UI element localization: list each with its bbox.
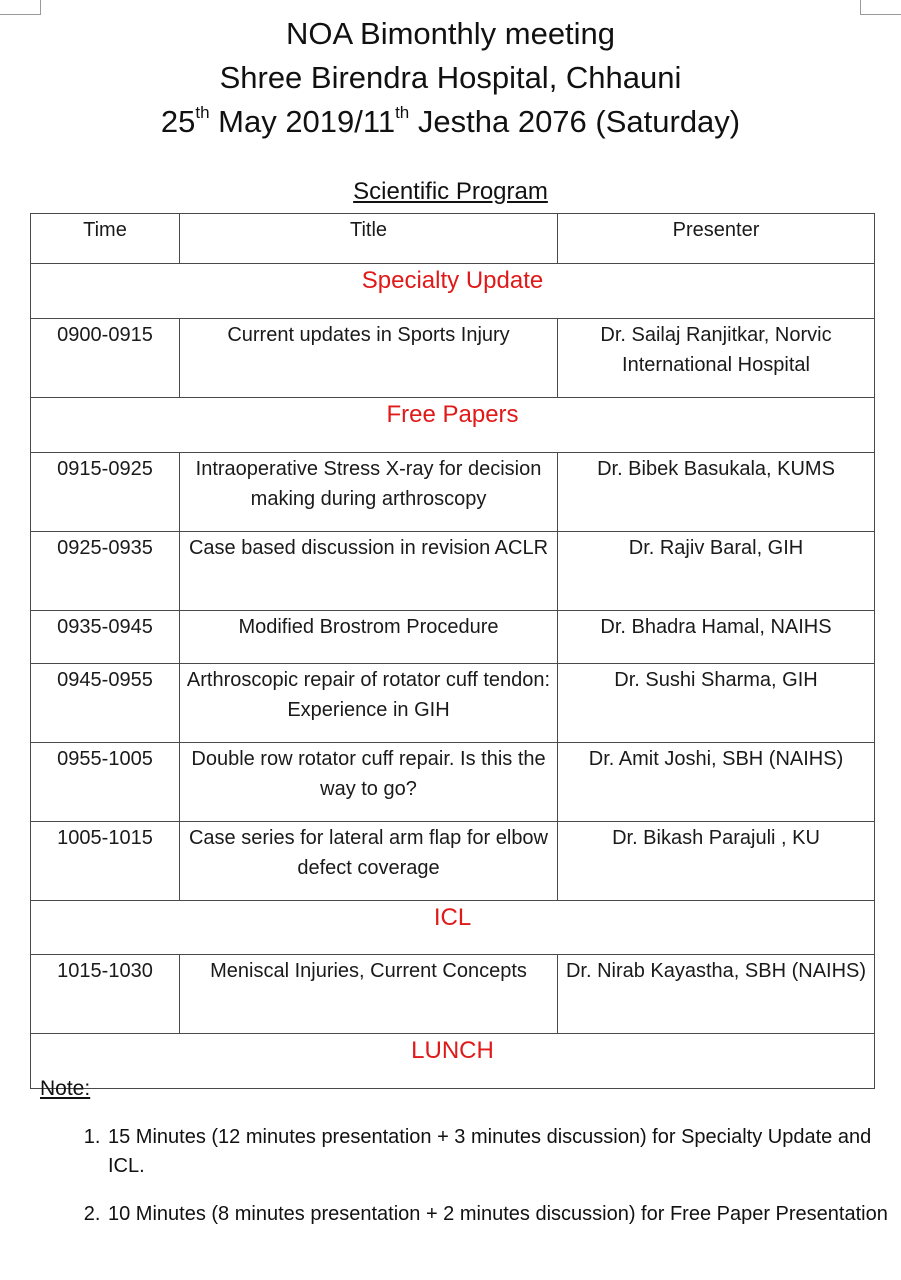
cell-time: 1015-1030 (31, 955, 180, 1034)
section-heading: Free Papers (31, 398, 875, 453)
table-header-row (31, 214, 875, 264)
section-row-free-papers (31, 398, 875, 453)
cell-title: Meniscal Injuries, Current Concepts (180, 955, 558, 1034)
cell-presenter: Dr. Rajiv Baral, GIH (558, 532, 875, 611)
table-row (31, 664, 875, 743)
cell-title: Case series for lateral arm flap for elbow defect coverage (180, 822, 558, 901)
cell-presenter: Dr. Bikash Parajuli , KU (558, 822, 875, 901)
cell-title: Modified Brostrom Procedure (180, 611, 558, 664)
cell-time: 0935-0945 (31, 611, 180, 664)
table-row (31, 822, 875, 901)
cell-time: 0945-0955 (31, 664, 180, 743)
cell-title: Current updates in Sports Injury (180, 319, 558, 398)
column-header-presenter: Presenter (558, 214, 875, 264)
cell-title: Arthroscopic repair of rotator cuff tendon: Experience in GIH (180, 664, 558, 743)
table-row (31, 453, 875, 532)
column-header-time: Time (31, 214, 180, 264)
program-title: Scientific Program (353, 178, 548, 205)
cell-time: 0925-0935 (31, 532, 180, 611)
cell-presenter: Dr. Sushi Sharma, GIH (558, 664, 875, 743)
date-nepali-rest: Jestha 2076 (Saturday) (409, 104, 741, 139)
table-row (31, 955, 875, 1034)
program-table (30, 213, 875, 1089)
document-heading (0, 12, 901, 144)
cell-title: Intraoperative Stress X-ray for decision making during arthroscopy (180, 453, 558, 532)
date-day-suffix: th (195, 103, 210, 122)
note-label: Note: (40, 1077, 91, 1100)
meeting-title: NOA Bimonthly meeting (285, 16, 616, 51)
venue: Shree Birendra Hospital, Chhauni (219, 60, 682, 95)
notes-list (70, 1123, 896, 1248)
cell-time: 0915-0925 (31, 453, 180, 532)
cell-title: Double row rotator cuff repair. Is this the way to go? (180, 743, 558, 822)
section-row-icl (31, 901, 875, 955)
column-header-title: Title (180, 214, 558, 264)
table-row (31, 319, 875, 398)
table-row (31, 743, 875, 822)
cell-time: 0900-0915 (31, 319, 180, 398)
cell-presenter: Dr. Amit Joshi, SBH (NAIHS) (558, 743, 875, 822)
meeting-date (0, 100, 901, 144)
date-nepali-suffix: th (395, 103, 410, 122)
section-heading: ICL (31, 901, 875, 955)
section-heading: LUNCH (31, 1034, 875, 1089)
cell-presenter: Dr. Nirab Kayastha, SBH (NAIHS) (558, 955, 875, 1034)
list-item: 1. 15 Minutes (12 minutes presentation + 3 minutes discussion) for Specialty Update and ICL. (106, 1123, 896, 1181)
cell-title: Case based discussion in revision ACLR (180, 532, 558, 611)
cell-time: 1005-1015 (31, 822, 180, 901)
date-month-year: May 2019/11 (209, 104, 396, 139)
cell-presenter: Dr. Bibek Basukala, KUMS (558, 453, 875, 532)
cell-presenter: Dr. Bhadra Hamal, NAIHS (558, 611, 875, 664)
table-row (31, 611, 875, 664)
date-day: 25 (160, 104, 196, 139)
section-heading: Specialty Update (31, 264, 875, 319)
cell-presenter: Dr. Sailaj Ranjitkar, Norvic International Hospital (558, 319, 875, 398)
list-item: 2. 10 Minutes (8 minutes presentation + 2 minutes discussion) for Free Paper Presentation (106, 1200, 896, 1229)
cell-time: 0955-1005 (31, 743, 180, 822)
section-row-lunch (31, 1034, 875, 1089)
section-row-specialty-update (31, 264, 875, 319)
table-row (31, 532, 875, 611)
